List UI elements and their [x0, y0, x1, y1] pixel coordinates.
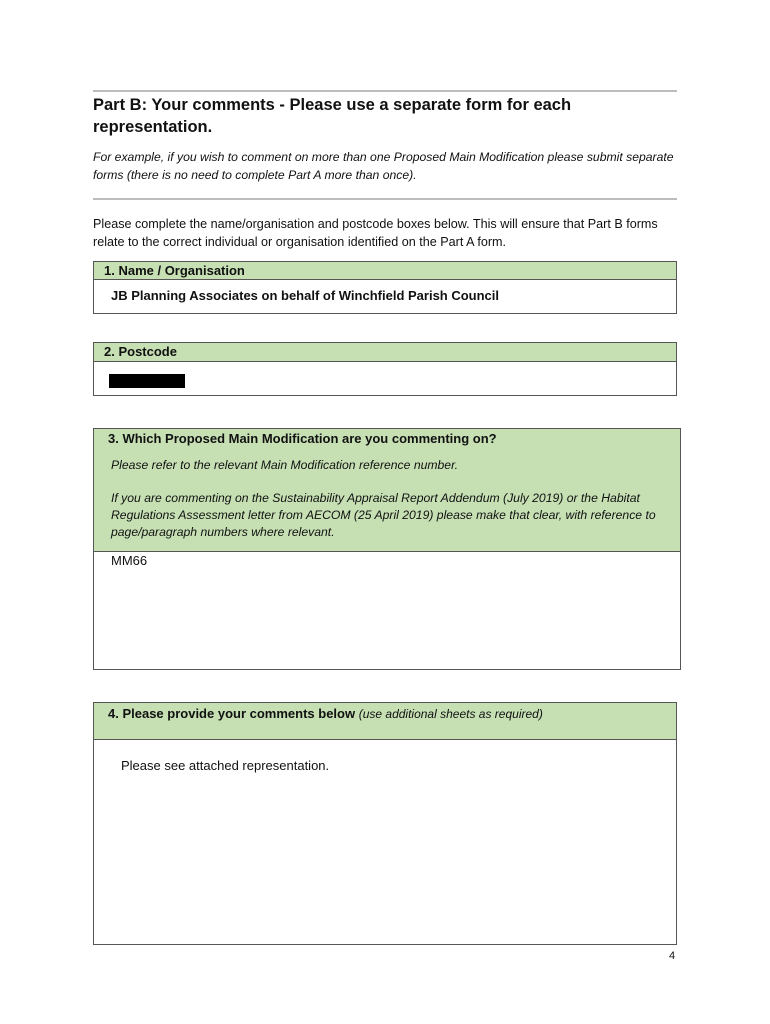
page-number: 4	[669, 950, 676, 962]
comments-value: Please see attached representation.	[121, 758, 330, 773]
comments-box	[93, 702, 677, 945]
main-modification-box	[93, 428, 681, 670]
top-rule	[93, 90, 677, 92]
comments-heading-note: (use additional sheets as required)	[358, 707, 543, 721]
part-b-italic-instruction: For example, if you wish to comment on more than one Proposed Main Modification please submit separate forms (there is no need to complete Part A more than once).	[93, 150, 674, 182]
comments-heading	[94, 703, 676, 740]
name-organisation-value: JB Planning Associates on behalf of Winchfield Parish Council	[111, 288, 500, 303]
main-modification-note-sa-hra: If you are commenting on the Sustainability Appraisal Report Addendum (July 2019) or the Habitat Regulations Assessment letter from AECOM (25 April 2019) please make that clear, with reference to page/paragraph numbers where relevant.	[111, 491, 656, 539]
comments-field[interactable]	[94, 740, 676, 773]
part-b-instruction: Please complete the name/organisation and postcode boxes below. This will ensure that Part B forms relate to the correct individual or organisation identified on the Part A form.	[93, 217, 658, 249]
postcode-field[interactable]	[94, 362, 676, 391]
postcode-box	[93, 342, 677, 396]
part-b-title: Part B: Your comments - Please use a separate form for each representation.	[93, 96, 572, 136]
name-organisation-box	[93, 261, 677, 314]
name-organisation-heading	[94, 262, 676, 280]
postcode-heading-text: 2. Postcode	[104, 344, 177, 359]
main-modification-heading	[94, 429, 680, 552]
postcode-redaction	[109, 374, 185, 388]
name-organisation-field[interactable]	[94, 280, 676, 303]
postcode-heading	[94, 343, 676, 362]
comments-heading-text: 4. Please provide your comments below	[108, 706, 356, 721]
mid-rule	[93, 198, 677, 200]
main-modification-field[interactable]	[94, 552, 680, 568]
main-modification-heading-text: 3. Which Proposed Main Modification are you commenting on?	[108, 431, 497, 446]
main-modification-note-reference: Please refer to the relevant Main Modification reference number.	[111, 458, 459, 472]
name-organisation-heading-text: 1. Name / Organisation	[104, 263, 245, 278]
main-modification-value: MM66	[111, 553, 148, 568]
